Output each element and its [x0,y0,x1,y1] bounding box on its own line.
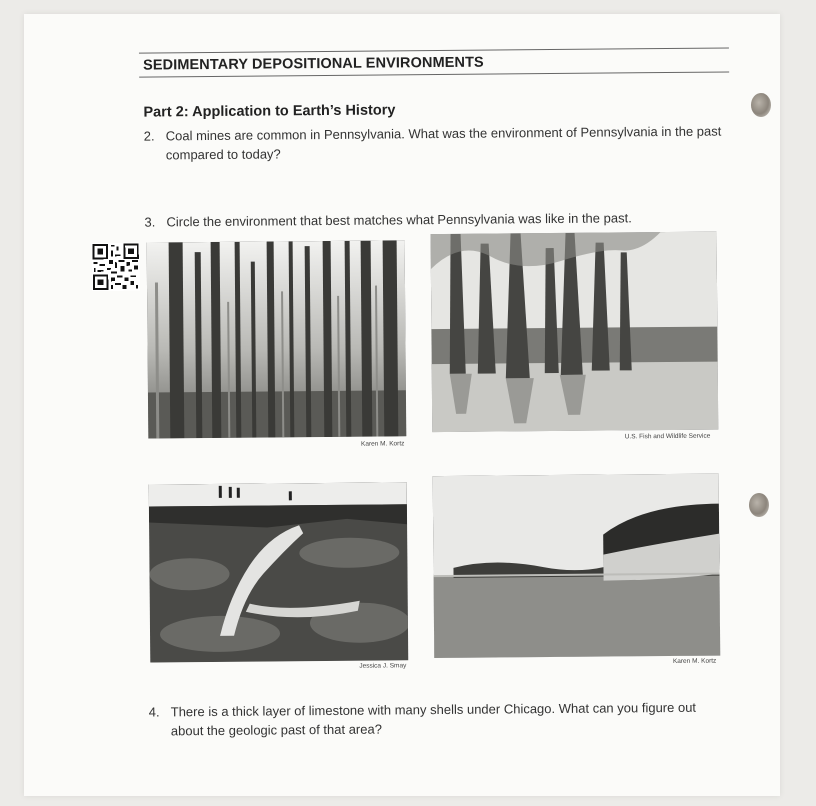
coastal-cliffs-photo[interactable] [433,474,721,658]
photo-credit: Jessica J. Smay [359,662,407,670]
swamp-photo[interactable] [431,232,719,432]
question-2 [144,121,734,164]
question-4 [149,697,729,740]
question-number: 3. [144,214,156,230]
question-text: There is a thick layer of limestone with many shells under Chicago. What can you figure out about the geologic past of that area? [170,699,697,739]
photo-credit: U.S. Fish and Wildlife Service [624,432,711,441]
section-header-title: SEDIMENTARY DEPOSITIONAL ENVIRONMENTS [143,54,484,74]
photo-credit: Karen M. Kortz [360,440,405,448]
forest-photo[interactable] [147,240,407,438]
photo-credit: Karen M. Kortz [672,657,717,665]
part-title: Part 2: Application to Earth’s History [143,102,396,121]
question-text: Circle the environment that best matches what Pennsylvania was like in the past. [166,210,632,230]
question-number: 4. [148,704,160,720]
question-text: Coal mines are common in Pennsylvania. What was the environment of Pennsylvania in the past compared to today? [165,123,722,163]
question-number: 2. [143,128,155,144]
lava-flow-photo[interactable] [149,482,409,662]
question-3 [144,207,734,231]
header-top-rule [139,47,729,53]
qr-code-icon[interactable] [92,242,140,292]
